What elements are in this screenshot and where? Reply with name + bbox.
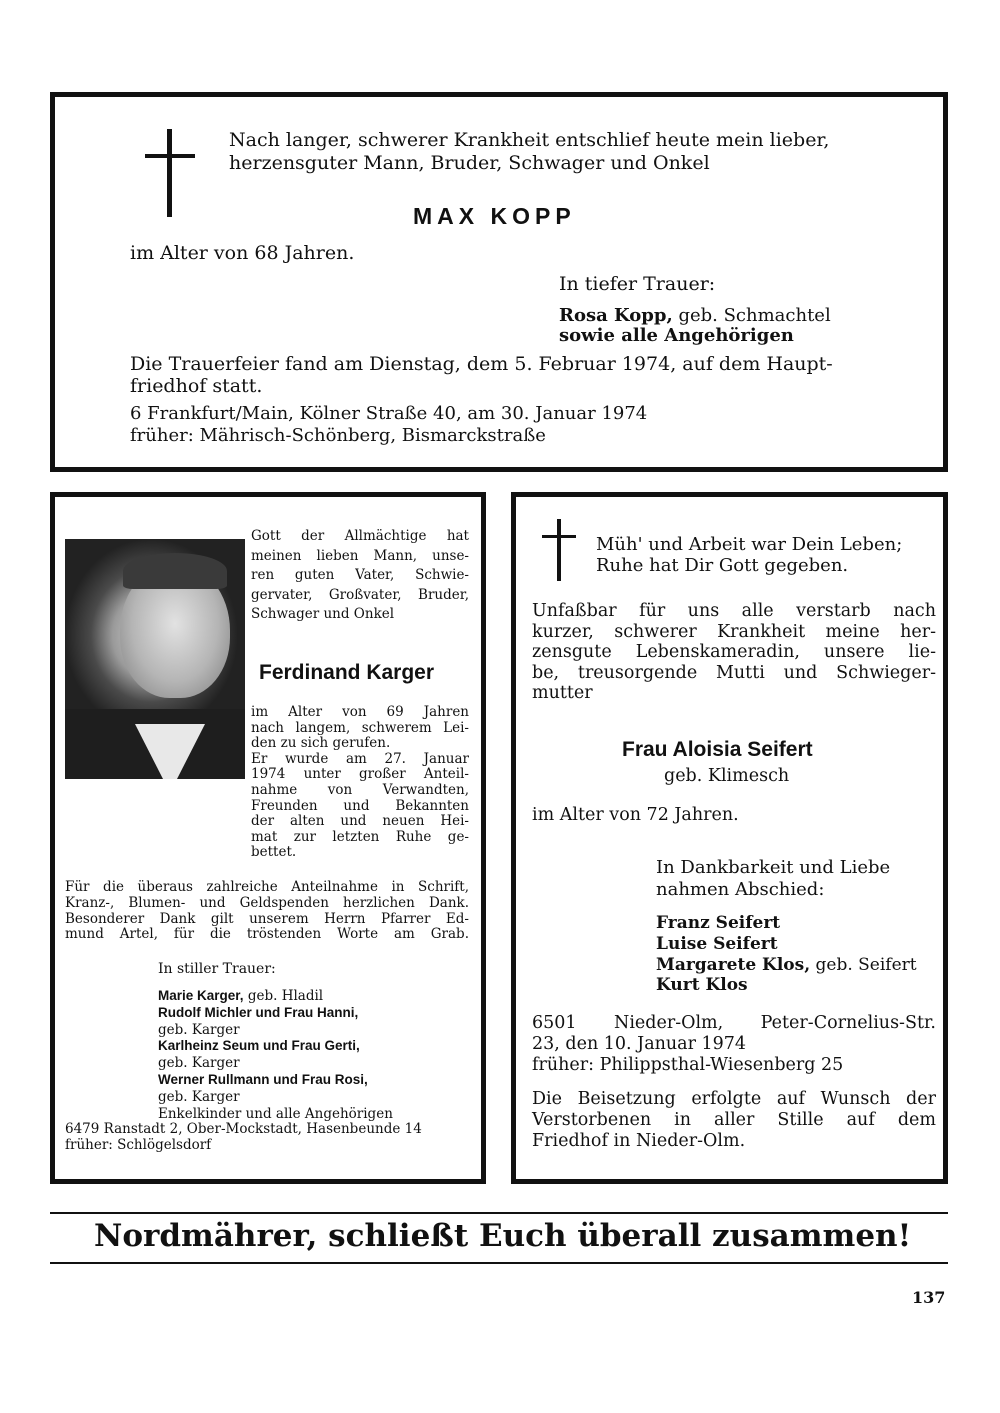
portrait-photo <box>65 539 245 779</box>
address-line-1: 6479 Ranstadt 2, Ober-Mockstadt, Hasenbeunde 14 <box>65 1121 422 1137</box>
mourner-line <box>559 305 831 326</box>
mourner-line: Karlheinz Seum und Frau Gerti, <box>158 1038 360 1054</box>
slogan: Nordmährer, schließt Euch überall zusammen! <box>94 1218 912 1254</box>
mourner-line: Luise Seifert <box>656 933 778 954</box>
funeral-line-1: Die Trauerfeier fand am Dienstag, dem 5. Februar 1974, auf dem Haupt- <box>130 353 833 375</box>
obituary-max-kopp <box>50 92 948 472</box>
page-number: 137 <box>912 1288 946 1307</box>
motto-line-1: Müh' und Arbeit war Dein Leben; <box>596 534 903 555</box>
mourner-line: Kurt Klos <box>656 975 748 996</box>
mourner-line: Werner Rullmann und Frau Rosi, <box>158 1071 368 1087</box>
mourner-line: geb. Karger <box>158 1088 240 1105</box>
mourning-label: In tiefer Trauer: <box>559 273 716 295</box>
mourner-line: geb. Karger <box>158 1055 240 1072</box>
mourner-line: Margarete Klos, geb. Seifert <box>656 954 917 975</box>
mourner-line: Marie Karger, geb. Hladil <box>158 988 324 1004</box>
mourner-line: Enkelkinder und alle Angehörigen <box>158 1105 393 1122</box>
funeral-line-2: friedhof statt. <box>130 375 263 397</box>
mourning-label: In stiller Trauer: <box>158 961 276 977</box>
address-text: 6501 Nieder-Olm, Peter-Cornelius-Str. 23, den 10. Januar 1974 früher: Philippsthal-Wiesenberg 25 <box>532 1013 936 1075</box>
intro-line-2: herzensguter Mann, Bruder, Schwager und Onkel <box>229 152 710 174</box>
mourner-line: Franz Seifert <box>656 913 781 933</box>
address-line-1: 6 Frankfurt/Main, Kölner Straße 40, am 30. Januar 1974 <box>130 403 648 424</box>
cross-icon <box>145 129 195 217</box>
mourner-line: geb. Karger <box>158 1021 240 1038</box>
mourners-list <box>656 913 917 996</box>
maiden-name: geb. Klimesch <box>664 766 790 786</box>
deceased-name: Ferdinand Karger <box>259 661 435 684</box>
mourner-line: Rudolf Michler und Frau Hanni, <box>158 1004 359 1020</box>
mourners-list <box>158 988 393 1122</box>
thanks-text: Für die überaus zahlreiche Anteilnahme in Schrift, Kranz-, Blumen- und Geldspenden herzlichen Dank. Besonderer Dank gilt unserem Herrn Pfarrer Ed- mund Artel, für die tröstenden Worte am Grab. <box>65 879 469 943</box>
deceased-name: MAX KOPP <box>413 203 576 229</box>
intro-text: Gott der Allmächtige hat meinen lieben Mann, unse- ren guten Vater, Schwie- gervater, Großvater, Bruder, Schwager und Onkel <box>251 528 469 622</box>
motto-line-2: Ruhe hat Dir Gott gegeben. <box>596 555 849 576</box>
age-text: im Alter von 68 Jahren. <box>130 242 355 264</box>
intro-text: Unfaßbar für uns alle verstarb nach kurzer, schwerer Krankheit meine her- zensgute Lebenskameradin, unsere lie- be, treusorgende Mutti und Schwieger- mutter <box>532 601 936 703</box>
burial-text: Die Beisetzung erfolgte auf Wunsch der Verstorbenen in aller Stille auf dem Friedhof in Nieder-Olm. <box>532 1089 936 1151</box>
obituary-aloisia-seifert <box>511 492 948 1184</box>
details-text: im Alter von 69 Jahren nach langem, schwerem Lei- den zu sich gerufen. Er wurde am 27. Januar 1974 unter großer Anteil- nahme von Verwandten, Freunden und Bekannten der alten und neuen Hei- mat zur letzten Ruhe ge- bettet. <box>251 704 469 861</box>
age-text: im Alter von 72 Jahren. <box>532 805 739 825</box>
slogan-bottom-rule <box>50 1262 948 1264</box>
deceased-name: Frau Aloisia Seifert <box>622 738 813 761</box>
obituary-ferdinand-karger <box>50 492 486 1184</box>
address-line-2: früher: Schlögelsdorf <box>65 1137 212 1153</box>
mourning-label-1: In Dankbarkeit und Liebe <box>656 857 891 878</box>
relatives-line: sowie alle Angehörigen <box>559 325 794 346</box>
address-line-2: früher: Mährisch-Schönberg, Bismarckstraße <box>130 425 546 446</box>
mourner-name: Rosa Kopp, <box>559 305 673 326</box>
mourner-maiden: geb. Schmachtel <box>672 305 831 326</box>
mourning-label-2: nahmen Abschied: <box>656 879 825 900</box>
intro-line-1: Nach langer, schwerer Krankheit entschlief heute mein lieber, <box>229 129 830 151</box>
cross-icon <box>542 519 576 581</box>
slogan-top-rule <box>50 1212 948 1214</box>
